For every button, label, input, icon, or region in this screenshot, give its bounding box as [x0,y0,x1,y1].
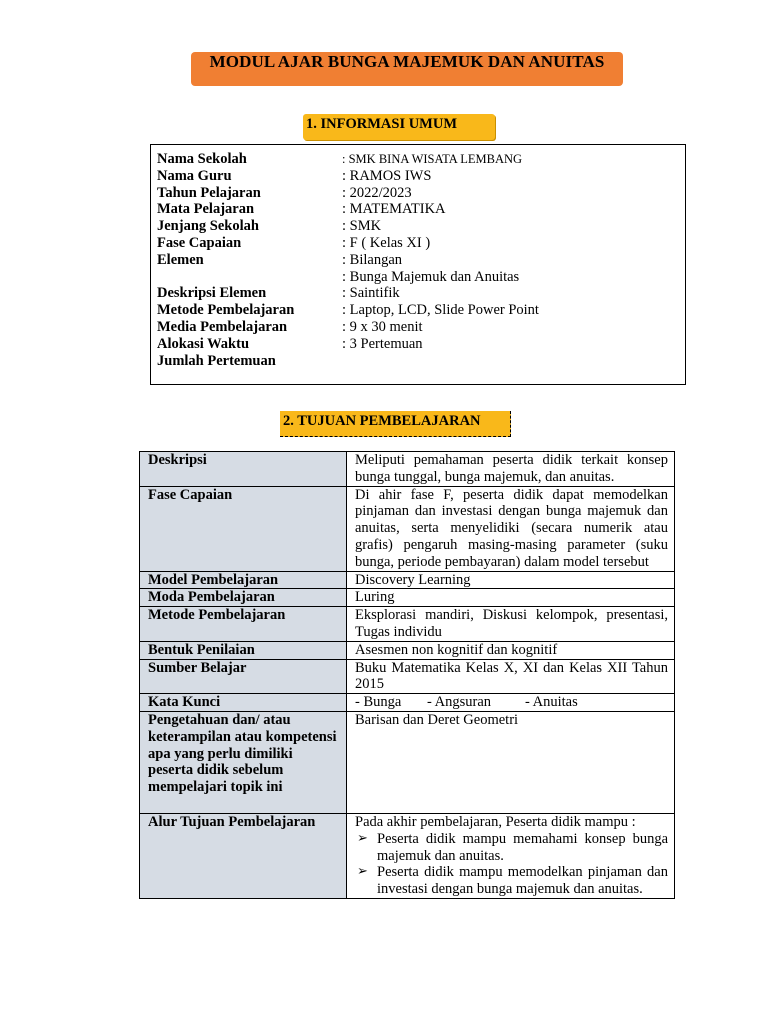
info-value: : 9 x 30 menit [342,318,423,335]
row-key: Metode Pembelajaran [140,607,347,642]
row-key: Bentuk Penilaian [140,641,347,659]
table-row [140,711,675,813]
table-row [140,486,675,571]
info-value: : Saintifik [342,285,400,302]
table-row [140,607,675,642]
info-value: : 3 Pertemuan [342,335,423,352]
table-row [140,813,675,898]
info-value: : F ( Kelas XI ) [342,234,431,251]
tujuan-pembelajaran-table [139,451,675,899]
info-value: : 2022/2023 [342,184,412,201]
row-value: Di ahir fase F, peserta didik dapat memodelkan pinjaman dan investasi dengan bunga majemuk dan anuitas, serta menyelidiki (secara numerik atau grafis) pengaruh masing-masing parameter (suku bunga, periode pembayaran) dalam model tersebut [347,486,675,571]
list-item-text: Peserta didik mampu memahami konsep bunga majemuk dan anuitas. [377,830,668,864]
arrow-bullet-icon: ➢ [357,830,368,846]
row-value: Eksplorasi mandiri, Diskusi kelompok, presentasi, Tugas individu [347,607,675,642]
table-row [140,659,675,694]
alur-tujuan-cell [347,813,675,898]
info-value: : Laptop, LCD, Slide Power Point [342,302,539,319]
info-label: Tahun Pelajaran [157,184,261,201]
list-item [355,831,668,865]
keyword: - Bunga [355,694,402,711]
row-value: Barisan dan Deret Geometri [347,711,675,813]
info-label: Nama Guru [157,167,232,184]
table-row [140,694,675,712]
info-label: Jenjang Sekolah [157,218,259,235]
keyword: - Angsuran [427,694,492,711]
info-label: Alokasi Waktu [157,335,250,352]
alur-bullet-list [355,831,668,898]
table-row [140,641,675,659]
row-key: Pengetahuan dan/ atau keterampilan atau kompetensi apa yang perlu dimiliki peserta didik sebelum mempelajari topik ini [140,711,347,813]
table-row [140,452,675,487]
section-informasi-umum-heading: 1. INFORMASI UMUM [306,116,458,132]
info-label: Fase Capaian [157,234,242,251]
info-value: : RAMOS IWS [342,167,432,184]
row-value: Meliputi pemahaman peserta didik terkait konsep bunga tunggal, bunga majemuk, dan anuitas. [347,452,675,487]
row-key: Kata Kunci [140,694,347,712]
info-value: : Bunga Majemuk dan Anuitas [342,268,520,285]
info-labels [157,151,342,369]
row-key: Moda Pembelajaran [140,589,347,607]
row-value: Buku Matematika Kelas X, XI dan Kelas XII Tahun 2015 [347,659,675,694]
info-label: Nama Sekolah [157,151,247,167]
title-banner [191,52,623,86]
section-informasi-umum-heading-box [303,114,495,140]
info-label: Elemen [157,251,204,268]
keywords-cell [347,694,675,712]
info-value: : Bilangan [342,251,403,268]
list-item-text: Peserta didik mampu memodelkan pinjaman dan investasi dengan bunga majemuk dan anuitas. [377,864,668,898]
section-tujuan-pembelajaran-heading-box [280,411,511,437]
keyword: - Anuitas [525,694,578,711]
alur-intro: Pada akhir pembelajaran, Peserta didik mampu : [355,813,636,830]
info-label: Mata Pelajaran [157,201,255,218]
section-tujuan-pembelajaran-heading: 2. TUJUAN PEMBELAJARAN [283,413,481,429]
document-title: MODUL AJAR BUNGA MAJEMUK DAN ANUITAS [209,52,605,71]
info-value: : SMK BINA WISATA LEMBANG [342,152,523,166]
list-item [355,864,668,898]
info-value: : MATEMATIKA [342,201,446,218]
informasi-umum-box [150,144,686,385]
row-value: Luring [347,589,675,607]
table-row [140,589,675,607]
row-value: Discovery Learning [347,571,675,589]
row-value: Asesmen non kognitif dan kognitif [347,641,675,659]
row-key: Deskripsi [140,452,347,487]
row-key: Fase Capaian [140,486,347,571]
table-row [140,571,675,589]
arrow-bullet-icon: ➢ [357,864,368,880]
row-key: Alur Tujuan Pembelajaran [140,813,347,898]
info-label-empty [157,269,342,286]
info-label: Media Pembelajaran [157,318,288,335]
info-value: : SMK [342,218,382,235]
info-label: Deskripsi Elemen [157,285,267,302]
row-key: Sumber Belajar [140,659,347,694]
info-label: Jumlah Pertemuan [157,352,276,369]
info-values [342,151,672,353]
row-key: Model Pembelajaran [140,571,347,589]
info-label: Metode Pembelajaran [157,302,295,319]
